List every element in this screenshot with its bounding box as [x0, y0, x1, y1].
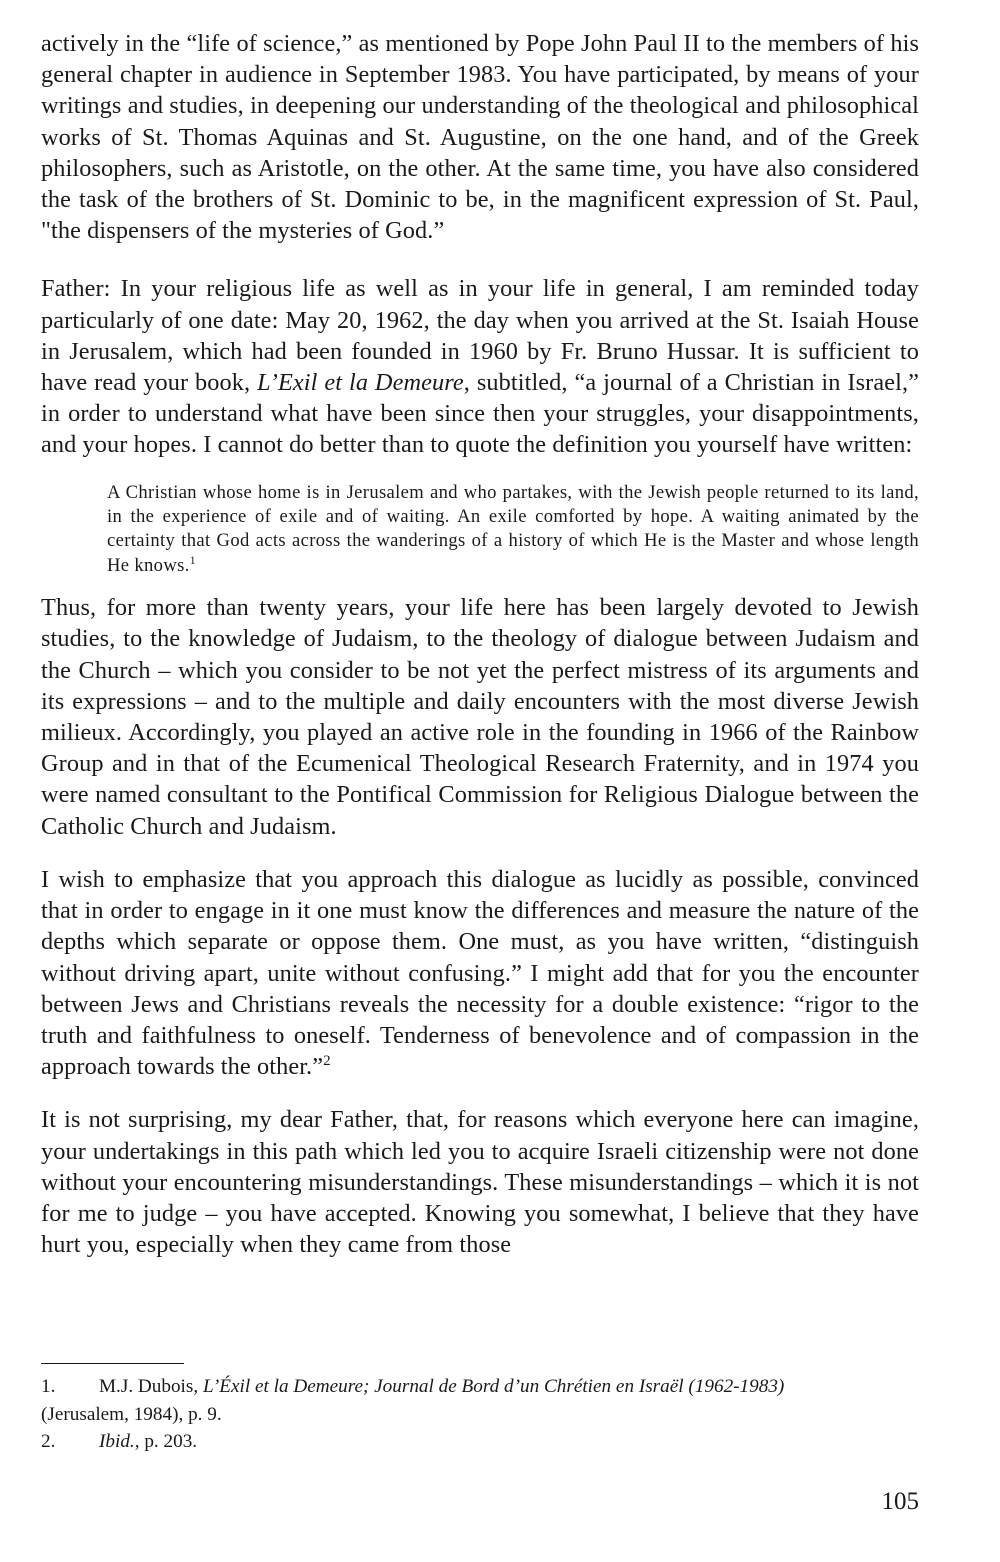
footnote-citation: , p. 203. — [134, 1431, 198, 1453]
footnote-ref-2: 2 — [323, 1053, 331, 1070]
block-quote — [107, 481, 919, 579]
paragraph-4 — [41, 864, 919, 1082]
footnote-title: Ibid. — [99, 1431, 135, 1453]
page-number: 105 — [881, 1488, 919, 1515]
footnote-1 — [41, 1373, 919, 1428]
paragraph-2 — [41, 273, 919, 460]
footnote-number: 1. — [41, 1376, 56, 1397]
paragraph-3: Thus, for more than twenty years, your life here has been largely devoted to Jewish studies, to the knowledge of Judaism, to the theology of dialogue between Judaism and the Church – which you consider to be not yet the perfect mistress of its arguments and its expressions – and to the multiple and daily encounters with the most diverse Jewish milieux. Accordingly, you played an active role in the founding in 1966 of the Rainbow Group and in that of the Ecumenical Theological Research Fraternity, and in 1974 you were named consultant to the Pontifical Commission for Religious Dialogue between the Catholic Church and Judaism. — [41, 594, 919, 840]
footnote-divider — [41, 1363, 184, 1364]
paragraph-1: actively in the “life of science,” as mentioned by Pope John Paul II to the members of his general chapter in audience in September 1983. You have participated, by means of your writings and studies, in deepening our understanding of the theological and philosophical works of St. Thomas Aquinas and St. Augustine, on the one hand, and of the Greek philosophers, such as Aristotle, on the other. At the same time, you have also considered the task of the brothers of St. Dominic to be, in the magnificent expression of St. Paul, "the dispensers of the mysteries of God.” — [41, 30, 919, 245]
paragraph-2-text-start: Father: In your religious life as well as in your life in general, I am reminded today particularly of one date: May 20, 1962, the day when you arrived at the St. Isaiah House in Jerusalem, which had been founded in 1960 by Fr. Bruno Hussar. It is sufficient to have read your book, — [41, 275, 919, 397]
footnote-citation: (Jerusalem, 1984), p. 9. — [41, 1403, 222, 1425]
block-quote-text: A Christian whose home is in Jerusalem and who partakes, with the Jewish people returned to its land, in the experience of exile and of waiting. An exile comforted by hope. A waiting animated by the certainty that God acts across the wanderings of a history of which He is the Master and whose length He knows. — [107, 481, 919, 576]
page-body — [41, 28, 919, 1260]
book-title: L’Exil et la Demeure — [257, 369, 464, 397]
paragraph-4-text: I wish to emphasize that you approach this dialogue as lucidly as possible, convinced that in order to engage in it one must know the differences and measure the nature of the depths which separate or oppose them. One must, as you have written, “distinguish without driving apart, unite without confusing.” I might add that for you the encounter between Jews and Christians reveals the necessity for a double existence: “rigor to the truth and faithfulness to oneself. Tenderness of benevolence and of compassion in the approach towards the other.” — [41, 865, 919, 1081]
footnote-title: L’Éxil et la Demeure; Journal de Bord d’un Chrétien en Israël (1962-1983) — [202, 1376, 785, 1397]
footnote-author: M.J. Dubois, — [99, 1376, 203, 1397]
footnote-number: 2. — [41, 1431, 56, 1453]
paragraph-5: It is not surprising, my dear Father, that, for reasons which everyone here can imagine, your undertakings in this path which led you to acquire Israeli citizenship were not done without your encountering misunderstandings. These misunderstandings – which it is not for me to judge – you have accepted. Knowing you somewhat, I believe that they have hurt you, especially when they came from those — [41, 1106, 919, 1259]
paragraph-2-text-end: , subtitled, “a journal of a Christian in Israel,” in order to understand what have been since then your struggles, your disappointments, and your hopes. I cannot do better than to quote the definition you yourself have written: — [41, 369, 920, 459]
footnote-ref-1: 1 — [189, 554, 196, 567]
footnotes — [41, 1373, 919, 1456]
footnote-2 — [41, 1428, 919, 1456]
